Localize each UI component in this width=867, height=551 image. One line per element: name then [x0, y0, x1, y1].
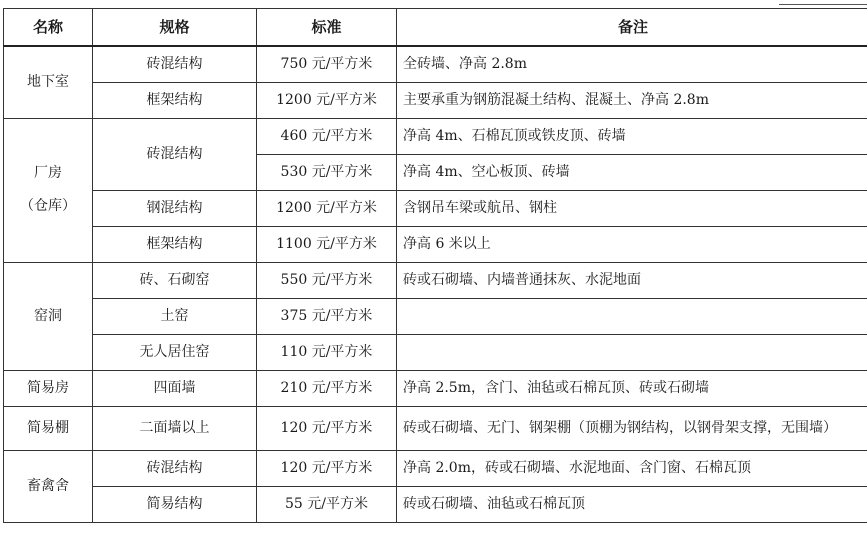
note-cell: 砖或石砌墙、内墙普通抹灰、水泥地面	[397, 262, 867, 298]
note-cell: 净高 4m、石棉瓦顶或铁皮顶、砖墙	[397, 118, 867, 154]
standard-cell: 460 元/平方米	[257, 118, 397, 154]
group-name-basement: 地下室	[4, 46, 93, 118]
group-name-factory-line1: 厂房	[34, 165, 62, 181]
standard-cell: 55 元/平方米	[257, 486, 397, 522]
note-cell: 砖或石砌墙、油毡或石棉瓦顶	[397, 486, 867, 522]
note-cell: 净高 6 米以上	[397, 226, 867, 262]
table-row	[4, 298, 867, 334]
note-cell: 砖或石砌墙、无门、钢架棚（顶棚为钢结构，以钢骨架支撑，无围墙）	[397, 406, 867, 450]
note-cell: 含钢吊车梁或航吊、钢柱	[397, 190, 867, 226]
table-row	[4, 334, 867, 370]
table-row	[4, 190, 867, 226]
header-row	[4, 9, 867, 47]
table-row	[4, 118, 867, 154]
header-spec: 规格	[93, 9, 257, 47]
header-name: 名称	[4, 9, 93, 47]
standard-cell: 1200 元/平方米	[257, 82, 397, 118]
spec-cell: 砖、石砌窑	[93, 262, 257, 298]
standard-cell: 750 元/平方米	[257, 46, 397, 82]
header-note: 备注	[397, 9, 867, 47]
pricing-table	[3, 8, 867, 523]
standard-cell: 120 元/平方米	[257, 450, 397, 486]
spec-cell: 砖混结构	[93, 46, 257, 82]
note-cell: 主要承重为钢筋混凝土结构、混凝土、净高 2.8m	[397, 82, 867, 118]
group-name-simple-house: 简易房	[4, 370, 93, 406]
table-row	[4, 370, 867, 406]
header-standard: 标准	[257, 9, 397, 47]
standard-cell: 1100 元/平方米	[257, 226, 397, 262]
standard-cell: 110 元/平方米	[257, 334, 397, 370]
spec-cell: 土窑	[93, 298, 257, 334]
note-cell: 净高 2.5m，含门、油毡或石棉瓦顶、砖或石砌墙	[397, 370, 867, 406]
table-row	[4, 82, 867, 118]
group-name-simple-shed: 简易棚	[4, 406, 93, 450]
table-row	[4, 450, 867, 486]
group-name-factory	[4, 118, 93, 262]
spec-cell: 二面墙以上	[93, 406, 257, 450]
group-name-cave: 窑洞	[4, 262, 93, 370]
standard-cell: 530 元/平方米	[257, 154, 397, 190]
note-cell	[397, 334, 867, 370]
spec-cell: 砖混结构	[93, 450, 257, 486]
standard-cell: 210 元/平方米	[257, 370, 397, 406]
note-cell: 全砖墙、净高 2.8m	[397, 46, 867, 82]
spec-cell: 砖混结构	[93, 118, 257, 190]
table-row	[4, 46, 867, 82]
spec-cell: 框架结构	[93, 82, 257, 118]
spec-cell: 框架结构	[93, 226, 257, 262]
spec-cell: 四面墙	[93, 370, 257, 406]
table-row	[4, 226, 867, 262]
spec-cell: 钢混结构	[93, 190, 257, 226]
group-name-livestock: 畜禽舍	[4, 450, 93, 522]
table-row	[4, 262, 867, 298]
standard-cell: 1200 元/平方米	[257, 190, 397, 226]
spec-cell: 无人居住窑	[93, 334, 257, 370]
top-rule	[779, 4, 867, 5]
standard-cell: 550 元/平方米	[257, 262, 397, 298]
table-row	[4, 406, 867, 450]
note-cell: 净高 2.0m，砖或石砌墙、水泥地面、含门窗、石棉瓦顶	[397, 450, 867, 486]
spec-cell: 简易结构	[93, 486, 257, 522]
table-row	[4, 486, 867, 522]
note-cell	[397, 298, 867, 334]
group-name-factory-line2: （仓库）	[20, 198, 76, 214]
note-cell: 净高 4m、空心板顶、砖墙	[397, 154, 867, 190]
standard-cell: 375 元/平方米	[257, 298, 397, 334]
standard-cell: 120 元/平方米	[257, 406, 397, 450]
